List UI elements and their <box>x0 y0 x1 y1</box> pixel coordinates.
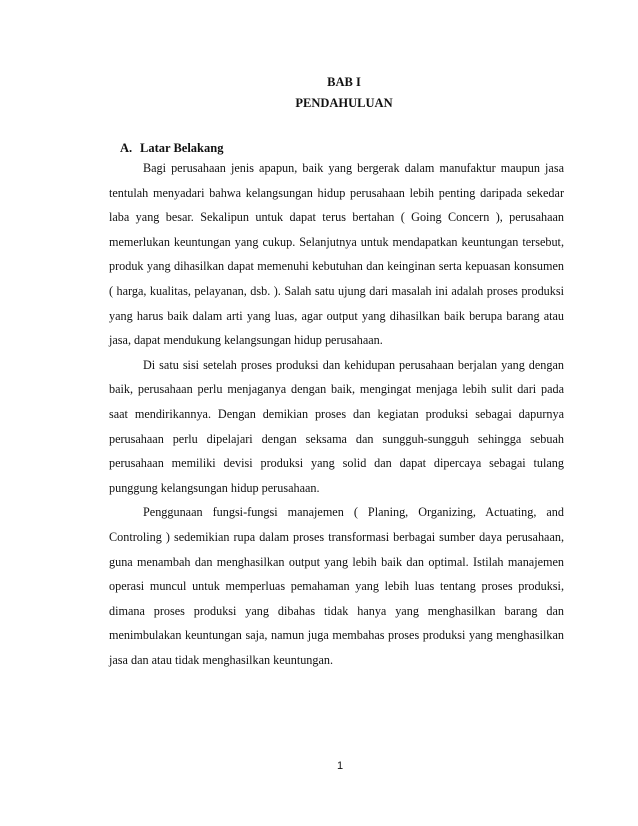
paragraph-2: Di satu sisi setelah proses produksi dan kehidupan perusahaan berjalan yang dengan baik, perusahaan perlu menjaganya dengan baik, mengingat menjaga lebih sulit dari pada saat mendirikannya. Dengan demikian proses dan kegiatan produksi sebagai dapurnya perusahaan perlu dipelajari dengan seksama dan sungguh-sungguh sehingga sebuah perusahaan memiliki devisi produksi yang solid dan dapat dipercaya sebagai tulang punggung kelangsungan hidup perusahaan. <box>109 357 564 495</box>
paragraph-1: Bagi perusahaan jenis apapun, baik yang bergerak dalam manufaktur maupun jasa tentulah menyadari bahwa kelangsungan hidup perusahaan lebih penting daripada sekedar laba yang besar. Sekalipun untuk dapat terus bertahan ( Going Concern ), perusahaan memerlukan keuntungan yang cukup. Selanjutnya untuk mendapatkan keuntungan tersebut, produk yang dihasilkan dapat memenuhi kebutuhan dan keinginan serta kepuasan konsumen ( harga, kualitas, pelayanan, dsb. ). Salah satu ujung dari masalah ini adalah proses produksi yang harus baik dalam arti yang luas, agar output yang dihasilkan baik berupa barang atau jasa, dapat mendukung kelangsungan hidup perusahaan. <box>109 161 564 348</box>
section-heading <box>120 141 223 156</box>
page-number: 1 <box>336 760 344 772</box>
section-title: Latar Belakang <box>140 141 224 155</box>
body-text <box>109 156 564 672</box>
chapter-number: BAB I <box>327 75 361 89</box>
paragraph-3: Penggunaan fungsi-fungsi manajemen ( Planing, Organizing, Actuating, and Controling ) sedemikian rupa dalam proses transformasi berbagai sumber daya perusahaan, guna menambah dan menghasilkan output yang lebih baik dan optimal. Istilah manajemen operasi muncul untuk memperluas pemahaman yang lebih luas tentang proses produksi, dimana proses produksi yang dibahas tidak hanya yang menghasilkan barang dan menimbulakan keuntungan saja, namun juga membahas proses produksi yang menghasilkan jasa dan atau tidak menghasilkan keuntungan. <box>109 505 564 667</box>
chapter-title: PENDAHULUAN <box>295 96 393 110</box>
section-marker: A. <box>120 141 133 155</box>
